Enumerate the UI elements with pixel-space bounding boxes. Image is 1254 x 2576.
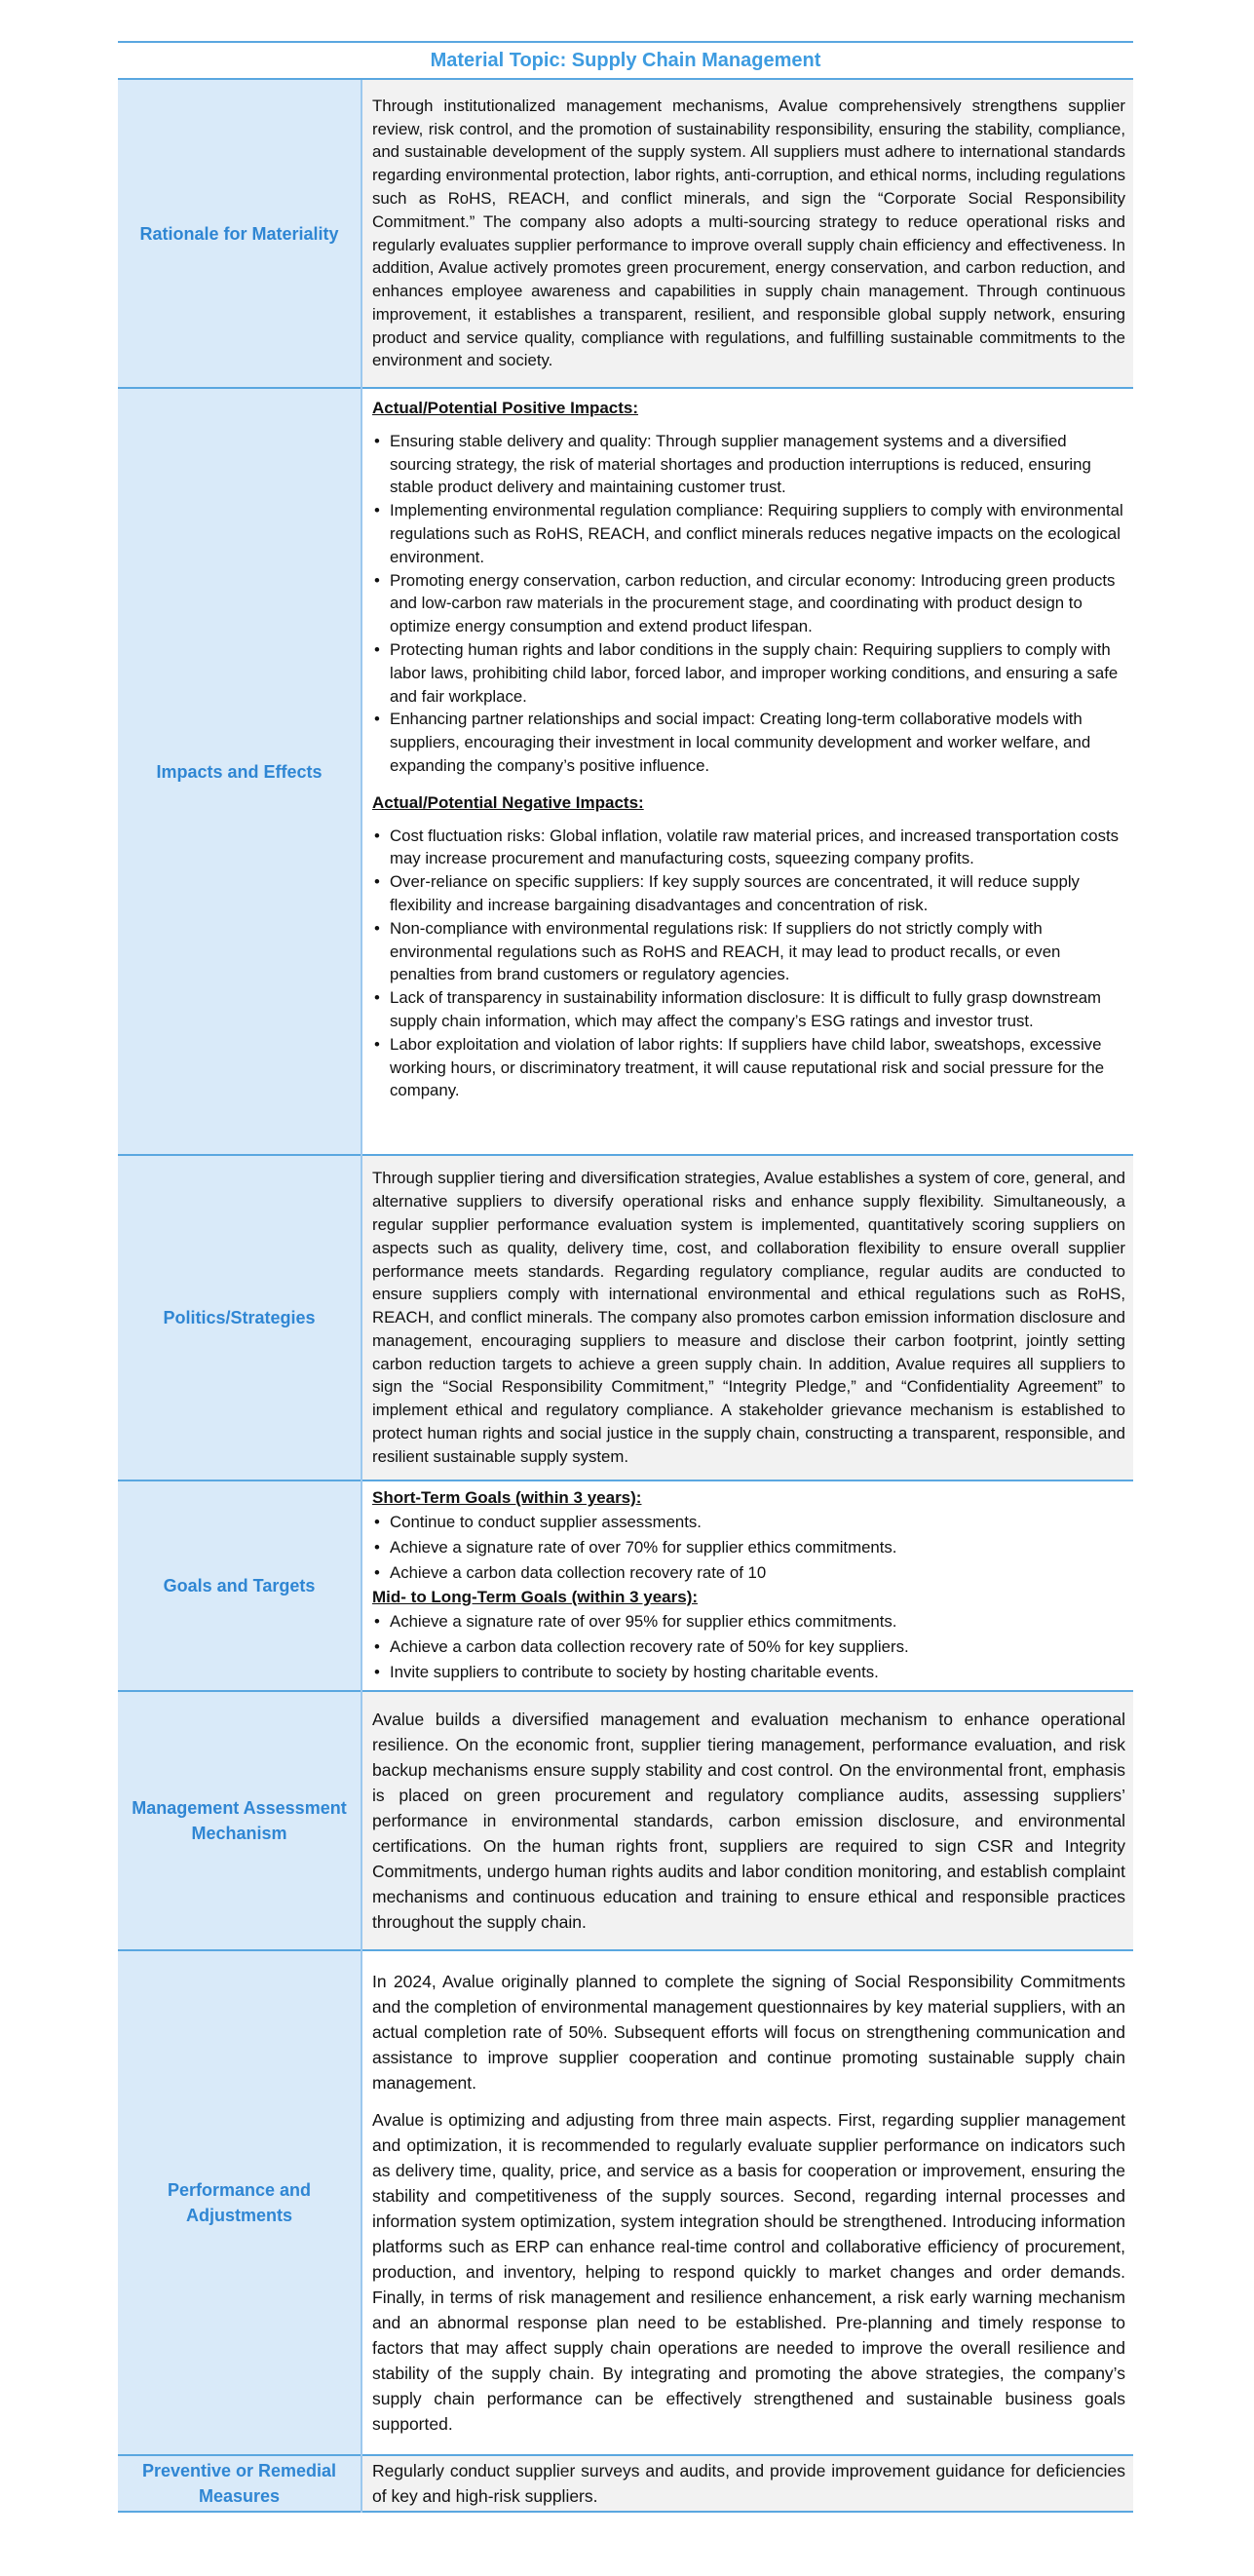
positive-impact-item: • Promoting energy conservation, carbon reduction, and circular economy: Introducing green products and low-carbon raw materials in the procurement stage, and coordinating with product design to optimize energy consumption and extend product lifespan. [372,569,1125,638]
page-title: Material Topic: Supply Chain Management [430,49,821,71]
negative-impact-item: • Non-compliance with environmental regulations risk: If suppliers do not strictly comply with environmental regulations such as RoHS and REACH, it may lead to product recalls, or even penalties from brand customers or regulatory agencies. [372,917,1125,986]
positive-impacts-heading: Actual/Potential Positive Impacts: [372,399,639,417]
long-term-goals-heading: Mid- to Long-Term Goals (within 3 years): [372,1588,699,1606]
row-label-rationale: Rationale for Materiality [118,80,361,388]
negative-impact-item: • Over-reliance on specific suppliers: If key supply sources are concentrated, it will reduce supply flexibility and increase bargaining disadvantages and concentration of risk. [372,870,1125,917]
negative-impacts-heading: Actual/Potential Negative Impacts: [372,792,644,812]
positive-impacts-list [372,430,1125,778]
row-label-impacts: Impacts and Effects [118,388,361,1155]
preventive-text: Regularly conduct supplier surveys and audits, and provide improvement guidance for deficiencies of key and high-risk suppliers. [372,2461,1125,2506]
row-content-assessment [361,1691,1133,1950]
long-term-goals-list [372,1609,1125,1685]
row-content-goals [361,1480,1133,1691]
row-label-assessment: Management Assessment Mechanism [118,1691,361,1950]
long-term-goal-item: • Invite suppliers to contribute to society by hosting charitable events. [372,1660,1125,1685]
row-label-preventive: Preventive or Remedial Measures [118,2455,361,2512]
negative-impacts-list [372,825,1125,1103]
positive-impact-item: • Enhancing partner relationships and social impact: Creating long-term collaborative models with suppliers, encouraging their investment in local community development and worker welfare, and expanding the company’s positive influence. [372,708,1125,777]
row-content-rationale [361,80,1133,388]
row-policies [118,1155,1133,1480]
short-term-goal-item: • Achieve a carbon data collection recovery rate of 10 [372,1560,1125,1586]
long-term-goal-item: • Achieve a signature rate of over 95% for supplier ethics commitments. [372,1609,1125,1634]
negative-impact-item: • Lack of transparency in sustainability information disclosure: It is difficult to fully grasp downstream supply chain information, which may affect the company’s ESG ratings and investor trust. [372,986,1125,1033]
row-preventive [118,2455,1133,2512]
positive-impact-item: • Ensuring stable delivery and quality: Through supplier management systems and a diversified sourcing strategy, the risk of material shortages and production interruptions is reduced, ensuring stable product delivery and maintaining customer trust. [372,430,1125,499]
positive-impact-item: • Implementing environmental regulation compliance: Requiring suppliers to comply with environmental regulations such as RoHS, REACH, and conflict minerals reduces negative impacts on the ecological environment. [372,499,1125,568]
negative-impact-item: • Labor exploitation and violation of labor rights: If suppliers have child labor, sweatshops, excessive working hours, or discriminatory treatment, it will cause reputational risk and social pressure for the company. [372,1033,1125,1102]
row-label-goals: Goals and Targets [118,1480,361,1691]
row-content-policies [361,1155,1133,1480]
rationale-text: Through institutionalized management mechanisms, Avalue comprehensively strengthens supplier review, risk control, and the promotion of sustainability responsibility, ensuring the stability, compliance, and sustainable development of the supply system. All suppliers must adhere to international standards regarding environmental protection, labor rights, anti-corruption, and ethical norms, including regulations such as RoHS, REACH, and conflict minerals, and sign the “Corporate Social Responsibility Commitment.” The company also adopts a multi-sourcing strategy to reduce operational risks and regularly evaluates supplier performance to improve overall supply chain efficiency and effectiveness. In addition, Avalue actively promotes green procurement, energy conservation, and carbon reduction, and enhances employee awareness and capabilities in supply chain management. Through continuous improvement, it establishes a transparent, resilient, and responsible global supply network, ensuring product and service quality, compliance with regulations, and fulfilling sustainable commitments to the environment and society. [372,96,1125,370]
row-rationale [118,80,1133,388]
row-content-performance [361,1950,1133,2455]
short-term-goals-heading: Short-Term Goals (within 3 years): [372,1488,642,1508]
negative-impact-item: • Cost fluctuation risks: Global inflation, volatile raw material prices, and increased transportation costs may increase procurement and manufacturing costs, squeezing company profits. [372,825,1125,871]
assessment-text: Avalue builds a diversified management and evaluation mechanism to enhance operational resilience. On the economic front, supplier tiering management, performance evaluation, and risk backup mechanisms ensure supply stability and cost control. On the environmental front, emphasis is placed on green procurement and regulatory compliance audits, assessing suppliers’ performance in environmental standards, carbon emission disclosure, and environmental certifications. On the human rights front, suppliers are required to sign CSR and Integrity Commitments, undergo human rights audits and labor condition monitoring, and establish complaint mechanisms and continuous education and training to ensure ethical and responsible practices throughout the supply chain. [372,1710,1125,1932]
row-label-policies: Politics/Strategies [118,1155,361,1480]
policies-text: Through supplier tiering and diversification strategies, Avalue establishes a system of core, general, and alternative suppliers to diversify operational risks and enhance supply flexibility. Simultaneously, a regular supplier performance evaluation system is implemented, quantitatively scoring suppliers on aspects such as quality, delivery time, cost, and collaboration flexibility to ensure overall supplier performance meets standards. Regarding regulatory compliance, regular audits are conducted to ensure suppliers comply with international environmental and ethical regulations such as RoHS, REACH, and conflict minerals. The company also promotes carbon emission information disclosure and management, encouraging suppliers to measure and disclose their carbon footprint, jointly setting carbon reduction targets to achieve a green supply chain. In addition, Avalue requires all suppliers to sign the “Social Responsibility Commitment,” “Integrity Pledge,” and “Confidentiality Agreement” to implement ethical and regulatory compliance. A stakeholder grievance mechanism is established to protect human rights and social justice in the supply chain, constructing a transparent, responsible, and resilient sustainable supply system. [372,1169,1125,1466]
row-performance [118,1950,1133,2455]
material-topic-document [118,41,1133,2513]
positive-impact-item: • Protecting human rights and labor conditions in the supply chain: Requiring suppliers to comply with labor laws, prohibiting child labor, forced labor, and improper working conditions, and ensuring a safe and fair workplace. [372,638,1125,708]
row-content-preventive [361,2455,1133,2512]
row-goals [118,1480,1133,1691]
row-assessment [118,1691,1133,1950]
short-term-goal-item: • Achieve a signature rate of over 70% for supplier ethics commitments. [372,1535,1125,1560]
long-term-goal-item: • Achieve a carbon data collection recovery rate of 50% for key suppliers. [372,1634,1125,1660]
row-impacts [118,388,1133,1155]
title-row [118,41,1133,80]
short-term-goals-list [372,1510,1125,1586]
material-topic-table [118,80,1133,2513]
short-term-goal-item: • Continue to conduct supplier assessments. [372,1510,1125,1535]
performance-text-1: In 2024, Avalue originally planned to complete the signing of Social Responsibility Commitments and the completion of environmental management questionnaires by key material suppliers, with an actual completion rate of 50%. Subsequent efforts will focus on strengthening communication and assistance to improve supplier cooperation and continue promoting sustainable supply chain management. [372,1972,1125,2093]
performance-text-2: Avalue is optimizing and adjusting from three main aspects. First, regarding supplier management and optimization, it is recommended to regularly evaluate supplier performance on indicators such as delivery time, quality, price, and service as a basis for cooperation or improvement, ensuring the stability and competitiveness of the supply sources. Second, regarding internal processes and information system optimization, system integration should be strengthened. Introducing information platforms such as ERP can enhance real-time control and collaborative efficiency of procurement, production, and inventory, helping to respond quickly to market changes and order demands. Finally, in terms of risk management and resilience enhancement, a risk early warning mechanism and an abnormal response plan need to be established. Pre-planning and timely response to factors that may affect supply chain operations are needed to improve the overall resilience and stability of the supply chain. By integrating and promoting the above strategies, the company’s supply chain performance can be effectively strengthened and sustainable business goals supported. [372,2110,1125,2434]
row-content-impacts [361,388,1133,1155]
row-label-performance: Performance and Adjustments [118,1950,361,2455]
